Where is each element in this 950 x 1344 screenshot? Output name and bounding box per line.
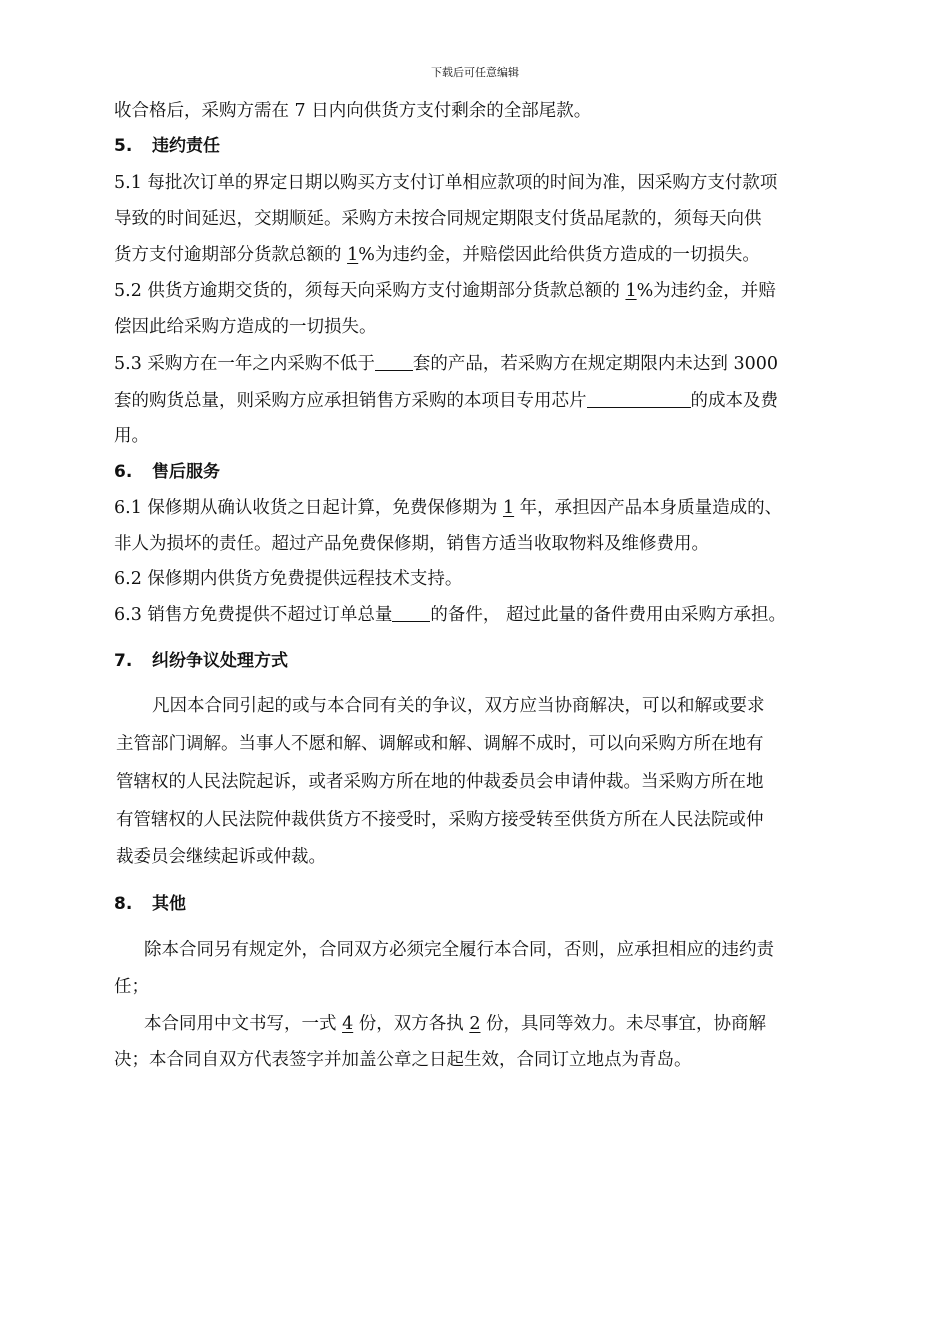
section-8-title: 其他 <box>152 894 186 914</box>
clause-5-2-line-2: 偿因此给采购方造成的一切损失。 <box>114 317 377 337</box>
copies-total-value: 4 <box>342 1014 354 1034</box>
clause-5-2-line-1: 5.2 供货方逾期交货的，须每天向采购方支付逾期部分货款总额的 1%为违约金，并赔 <box>114 281 776 301</box>
chip-cost-blank <box>587 389 691 408</box>
dispute-line-2: 主管部门调解。当事人不愿和解、调解或和解、调解不成时，可以向采购方所在地有 <box>116 734 764 754</box>
other-p2-line-2: 决；本合同自双方代表签字并加盖公章之日起生效，合同订立地点为青岛。 <box>114 1050 692 1070</box>
clause-6-1-line-2: 非人为损坏的责任。超过产品免费保修期，销售方适当收取物料及维修费用。 <box>114 534 709 554</box>
dispute-line-3: 管辖权的人民法院起诉，或者采购方所在地的仲裁委员会申请仲裁。当采购方所在地 <box>116 772 764 792</box>
section-6-heading <box>114 461 220 483</box>
section-6-title: 售后服务 <box>152 462 220 482</box>
section-7-heading <box>114 650 288 672</box>
penalty-rate-value: 1 <box>347 245 359 265</box>
page-header: 下载后可任意编辑 <box>431 66 519 79</box>
clause-5-1-line-3: 货方支付逾期部分货款总额的 1%为违约金，并赔偿因此给供货方造成的一切损失。 <box>114 245 760 265</box>
clause-5-1-line-1: 5.1 每批次订单的界定日期以购买方支付订单相应款项的时间为准，因采购方支付款项 <box>114 173 778 193</box>
section-8-heading <box>114 893 186 915</box>
warranty-years-value: 1 <box>502 498 515 518</box>
clause-6-3: 6.3 销售方免费提供不超过订单总量 的备件， 超过此量的备件费用由采购方承担。 <box>114 605 786 625</box>
dispute-line-1: 凡因本合同引起的或与本合同有关的争议，双方应当协商解决，可以和解或要求 <box>152 696 765 716</box>
section-7-number: 7. <box>114 651 133 671</box>
clause-5-3-line-3: 用。 <box>114 426 149 446</box>
section-5-title: 违约责任 <box>152 136 220 156</box>
dispute-line-5: 裁委员会继续起诉或仲裁。 <box>116 847 326 867</box>
section-6-number: 6. <box>114 462 133 482</box>
clause-6-2: 6.2 保修期内供货方免费提供远程技术支持。 <box>114 569 463 589</box>
quantity-blank <box>375 352 413 371</box>
section-5-heading <box>114 135 220 157</box>
section-5-number: 5. <box>114 136 133 156</box>
copies-each-value: 2 <box>469 1014 481 1034</box>
spare-parts-blank <box>392 603 430 622</box>
other-p1-line-1: 除本合同另有规定外，合同双方必须完全履行本合同，否则，应承担相应的违约责 <box>144 940 774 960</box>
clause-5-3-line-2: 套的购货总量，则采购方应承担销售方采购的本项目专用芯片 的成本及费 <box>114 391 778 411</box>
dispute-line-4: 有管辖权的人民法院仲裁供货方不接受时，采购方接受转至供货方所在人民法院或仲 <box>116 810 764 830</box>
penalty-rate-value: 1 <box>625 281 637 301</box>
clause-5-1-line-2: 导致的时间延迟，交期顺延。采购方未按合同规定期限支付货品尾款的，须每天向供 <box>114 209 762 229</box>
other-p1-line-2: 任； <box>114 977 149 997</box>
section-8-number: 8. <box>114 894 133 914</box>
clause-6-1-line-1: 6.1 保修期从确认收货之日起计算，免费保修期为 1 年，承担因产品本身质量造成的、 <box>114 498 783 518</box>
section-7-title: 纠纷争议处理方式 <box>152 651 288 671</box>
clause-5-3-line-1: 5.3 采购方在一年之内采购不低于 套的产品，若采购方在规定期限内未达到 3000 <box>114 354 779 374</box>
other-p2-line-1: 本合同用中文书写，一式 4 份，双方各执 2 份，具同等效力。未尽事宜，协商解 <box>144 1014 767 1034</box>
intro-line: 收合格后，采购方需在 7 日内向供货方支付剩余的全部尾款。 <box>114 101 592 121</box>
